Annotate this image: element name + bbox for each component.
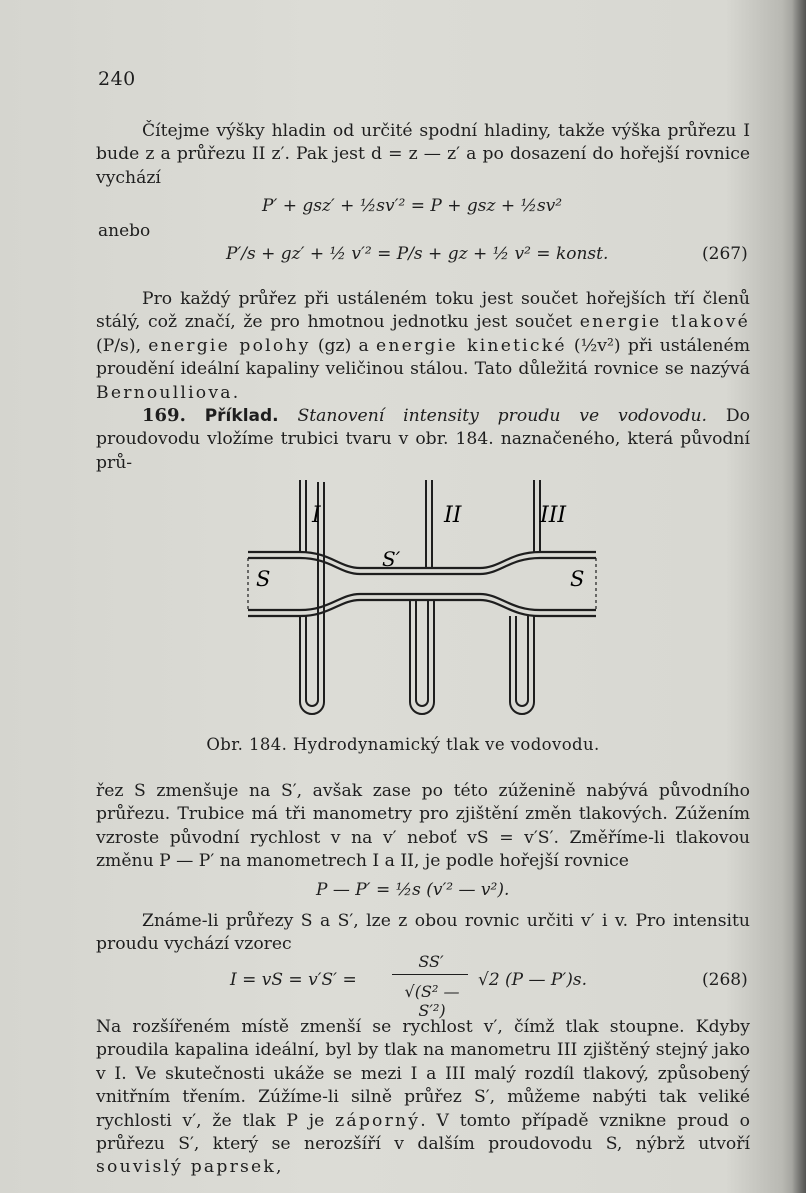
equation-268-sqrt: √2 (P — P′)s. xyxy=(478,970,587,990)
equation-number-268: (268) xyxy=(702,970,748,990)
page-number: 240 xyxy=(98,68,136,90)
energie-polohy: energie polohy xyxy=(148,335,311,356)
label-tube-3: III xyxy=(540,503,567,528)
example-subtitle: Stanovení intensity proudu ve vodovodu. xyxy=(297,406,708,426)
pipe-top-outer xyxy=(248,552,596,568)
final-text-2: . V tomto případě vznikne proud o průřezu S′, který se nerozšíří v dalším proudovodu S, nýbrž utvoří xyxy=(96,1110,751,1155)
pipe-top-inner xyxy=(248,558,596,574)
bernoulli-text-1: Pro každý průřez při ustáleném toku jest součet hořejších tří členů stálý, což značí, že pro hmotnou jednotku jest součet xyxy=(96,289,750,333)
intro-text: Čítejme výšky hladin od určité spodní hladiny, takže výška průřezu I bude z a průřezu II z′. Pak jest d = z — z′ a po dosazení do hořejší rovnice vychází xyxy=(96,121,750,188)
final-text-1: Na rozšířeném místě zmenší se rychlost v′, čímž tlak stoupne. Kdyby proudila kapalina ideální, byl by tlak na manometru III zjištěný stejný jako v I. Ve skutečnosti ukáže se mezi I a III malý rozdíl tlakový, způsobený vnitřním třením. Zúžíme-li silně průřez S′, můžeme nabýti tak veliké rychlosti v′, že tlak P je xyxy=(96,1017,750,1131)
final-text-3: , xyxy=(276,1157,282,1178)
intensity-paragraph xyxy=(96,910,750,957)
intro-paragraph xyxy=(96,120,750,190)
example-text: Do proudovodu vložíme trubici tvaru v obr. 184. naznačeného, která původní prů- xyxy=(96,406,751,473)
after-figure-text: řez S zmenšuje na S′, avšak zase po této zúženině nabývá původního průřezu. Trubice má tři manometry pro zjištění změn tlakových. Zúžením vzroste původní rychlost v na v′ neboť vS = v′S′. Změříme-li tlakovou změnu P — P′ na manometrech I a II, je podle hořejší rovnice xyxy=(96,781,750,872)
bernoulli-name: Bernoulliova xyxy=(96,382,233,403)
anebo-label: anebo xyxy=(98,221,151,241)
pipe-bottom-outer xyxy=(248,600,596,616)
equation-number-267: (267) xyxy=(702,244,748,264)
equation-268-fraction-bar xyxy=(392,974,468,975)
example-number: 169. xyxy=(142,405,186,426)
final-paragraph xyxy=(96,1016,750,1180)
equation-268-left: I = vS = v′S′ = xyxy=(230,970,357,990)
figure-184 xyxy=(230,470,610,730)
equation-267: P′/s + gz′ + ½ v′² = P/s + gz + ½ v² = konst. xyxy=(226,244,609,264)
zaporny: záporný xyxy=(335,1110,421,1131)
figure-caption: Obr. 184. Hydrodynamický tlak ve vodovodu. xyxy=(206,735,600,754)
pipe-bottom-inner xyxy=(248,594,596,610)
page-edge-shadow xyxy=(792,0,806,1193)
souvisly-paprsek: souvislý paprsek xyxy=(96,1157,277,1178)
bernoulli-text-4: (½v²) při ustáleném proudění ideální kapaliny veličinou stálou. Tato důležitá rovnice se nazývá xyxy=(96,335,751,380)
after-figure-paragraph xyxy=(96,780,750,874)
pipe-outline xyxy=(248,552,596,616)
energie-tlakove: energie tlakové xyxy=(579,312,750,333)
equation-3: P — P′ = ½s (v′² — v²). xyxy=(316,880,510,900)
intensity-text: Známe-li průřezy S a S′, lze z obou rovnic určiti v′ i v. Pro intensitu proudu vychází vzorec xyxy=(96,911,750,955)
bernoulli-text-3: (gz) a xyxy=(310,335,376,356)
energie-kineticke: energie kinetické xyxy=(376,335,567,356)
label-tube-2: II xyxy=(444,503,462,528)
manometer-3 xyxy=(510,480,540,714)
bernoulli-text-2: (P/s), xyxy=(96,335,149,356)
equation-268-denominator: √(S² — S′²) xyxy=(404,982,460,1020)
equation-268-numerator: SS′ xyxy=(418,952,444,971)
label-tube-1: I xyxy=(312,503,321,528)
manometer-2 xyxy=(410,480,434,714)
example-title: Příklad. xyxy=(204,406,279,426)
bernoulli-paragraph xyxy=(96,288,750,405)
label-section-left: S xyxy=(256,567,271,591)
bernoulli-text-5: . xyxy=(232,382,239,403)
label-section-narrow: S′ xyxy=(382,547,401,571)
label-section-right: S xyxy=(570,567,585,591)
example-paragraph xyxy=(96,404,750,475)
equation-1: P′ + gsz′ + ½sv′² = P + gsz + ½sv² xyxy=(262,196,563,216)
